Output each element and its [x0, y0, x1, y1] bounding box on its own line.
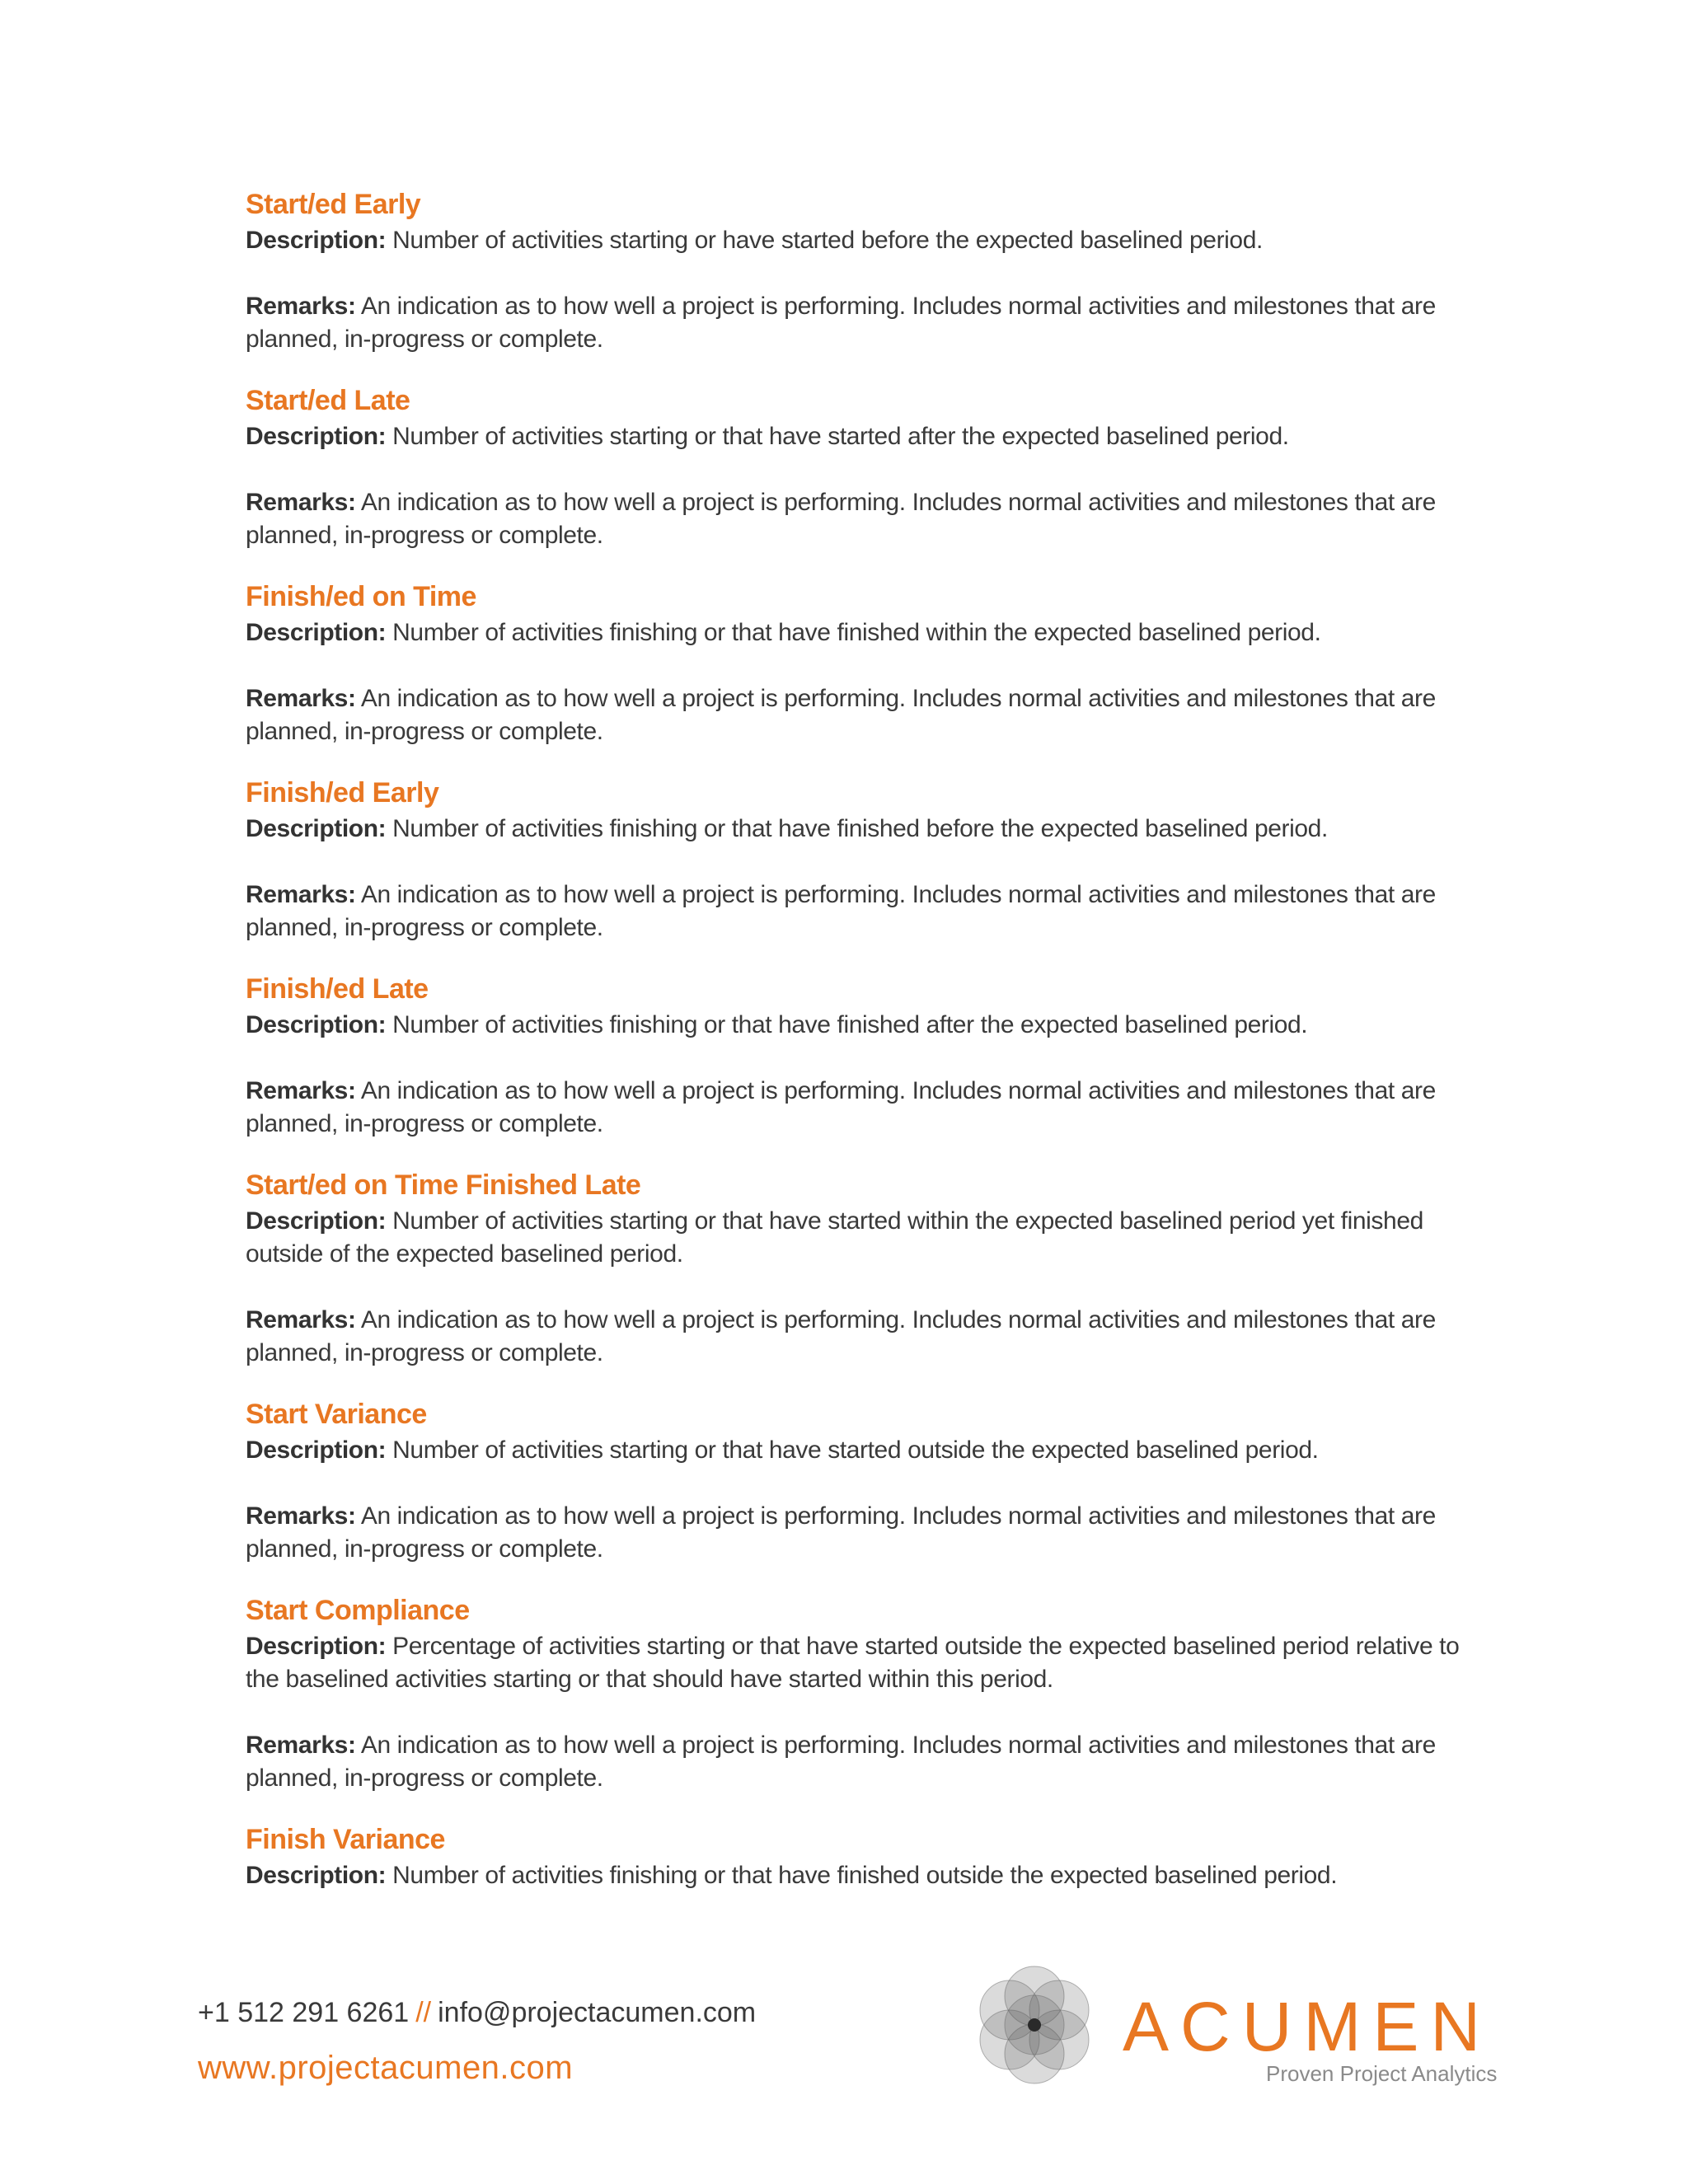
phone-number[interactable]: +1 512 291 6261 — [198, 1997, 410, 2028]
overlapping-circles-icon — [964, 1955, 1104, 2095]
metric-entry — [246, 775, 1482, 944]
metric-description — [246, 616, 1482, 649]
description-text: Number of activities finishing or that have finished within the expected baselined period. — [392, 619, 1321, 646]
metric-title: Finish/ed Early — [246, 777, 439, 808]
description-text: Number of activities starting or that have started within the expected baselined period yet finished outside of the expected baselined period. — [246, 1207, 1423, 1268]
metric-remarks — [246, 879, 1482, 944]
website-link[interactable]: www.projectacumen.com — [198, 2050, 574, 2086]
remarks-text: An indication as to how well a project is performing. Includes normal activities and milestones that are planned, in-progress or complete. — [246, 1502, 1436, 1563]
metric-description — [246, 1205, 1482, 1271]
description-label: Description: — [246, 423, 387, 450]
metric-entry — [246, 1592, 1482, 1795]
metric-description — [246, 1009, 1482, 1042]
metric-title: Start/ed Late — [246, 385, 410, 416]
description-label: Description: — [246, 1862, 387, 1889]
remarks-text: An indication as to how well a project is performing. Includes normal activities and milestones that are planned, in-progress or complete. — [246, 1732, 1436, 1792]
remarks-text: An indication as to how well a project is performing. Includes normal activities and milestones that are planned, in-progress or complete. — [246, 489, 1436, 549]
metric-title: Finish Variance — [246, 1824, 445, 1855]
description-text: Number of activities finishing or that have finished after the expected baselined period. — [392, 1011, 1308, 1038]
description-label: Description: — [246, 619, 387, 646]
metric-title: Finish/ed Late — [246, 973, 429, 1005]
metric-title: Start/ed on Time Finished Late — [246, 1169, 641, 1201]
metric-description — [246, 1630, 1482, 1696]
remarks-text: An indication as to how well a project is performing. Includes normal activities and milestones that are planned, in-progress or complete. — [246, 881, 1436, 941]
description-text: Number of activities starting or that have started after the expected baselined period. — [392, 423, 1289, 450]
metric-entry — [246, 1821, 1482, 1892]
metric-title: Finish/ed on Time — [246, 581, 476, 612]
description-text: Number of activities finishing or that have finished outside the expected baselined period. — [392, 1862, 1338, 1889]
metric-description — [246, 1434, 1482, 1467]
remarks-label: Remarks: — [246, 1502, 356, 1530]
remarks-text: An indication as to how well a project is performing. Includes normal activities and milestones that are planned, in-progress or complete. — [246, 685, 1436, 745]
description-text: Number of activities starting or have started before the expected baselined period. — [392, 227, 1263, 254]
metric-remarks — [246, 486, 1482, 552]
description-label: Description: — [246, 1207, 387, 1235]
description-label: Description: — [246, 1011, 387, 1038]
metric-description — [246, 420, 1482, 453]
footer-contact — [198, 1994, 756, 2031]
description-text: Number of activities finishing or that have finished before the expected baselined period. — [392, 815, 1328, 842]
metric-description — [246, 813, 1482, 846]
email-link[interactable]: info@projectacumen.com — [438, 1997, 757, 2028]
metric-entry — [246, 186, 1482, 356]
remarks-label: Remarks: — [246, 1077, 356, 1104]
metric-remarks — [246, 1075, 1482, 1141]
metric-title: Start Variance — [246, 1399, 427, 1430]
metric-entry — [246, 579, 1482, 748]
logo-tagline: Proven Project Analytics — [1266, 2061, 1498, 2086]
description-label: Description: — [246, 1633, 387, 1660]
remarks-label: Remarks: — [246, 881, 356, 908]
remarks-label: Remarks: — [246, 685, 356, 712]
remarks-text: An indication as to how well a project is performing. Includes normal activities and milestones that are planned, in-progress or complete. — [246, 1077, 1436, 1137]
metric-remarks — [246, 1729, 1482, 1795]
metric-entry — [246, 382, 1482, 552]
metric-remarks — [246, 290, 1482, 356]
metric-remarks — [246, 682, 1482, 748]
metric-remarks — [246, 1500, 1482, 1566]
metric-title: Start/ed Early — [246, 189, 421, 220]
metric-remarks — [246, 1304, 1482, 1370]
description-label: Description: — [246, 227, 387, 254]
metric-title: Start Compliance — [246, 1595, 470, 1626]
metric-description — [246, 1859, 1482, 1892]
description-text: Percentage of activities starting or that have started outside the expected baselined period relative to the baselined activities starting or that should have started within this period. — [246, 1633, 1460, 1693]
remarks-label: Remarks: — [246, 1306, 356, 1333]
remarks-label: Remarks: — [246, 489, 356, 516]
remarks-label: Remarks: — [246, 293, 356, 320]
description-label: Description: — [246, 1436, 387, 1464]
metrics-list — [246, 186, 1482, 1919]
logo-wordmark: ACUMEN — [1123, 1988, 1493, 2065]
metric-entry — [246, 1167, 1482, 1370]
metric-entry — [246, 971, 1482, 1141]
description-text: Number of activities starting or that have started outside the expected baselined period. — [392, 1436, 1319, 1464]
metric-description — [246, 224, 1482, 257]
description-label: Description: — [246, 815, 387, 842]
metric-entry — [246, 1396, 1482, 1566]
remarks-label: Remarks: — [246, 1732, 356, 1759]
contact-separator: // — [415, 1997, 432, 2028]
remarks-text: An indication as to how well a project is performing. Includes normal activities and milestones that are planned, in-progress or complete. — [246, 293, 1436, 353]
remarks-text: An indication as to how well a project is performing. Includes normal activities and milestones that are planned, in-progress or complete. — [246, 1306, 1436, 1366]
